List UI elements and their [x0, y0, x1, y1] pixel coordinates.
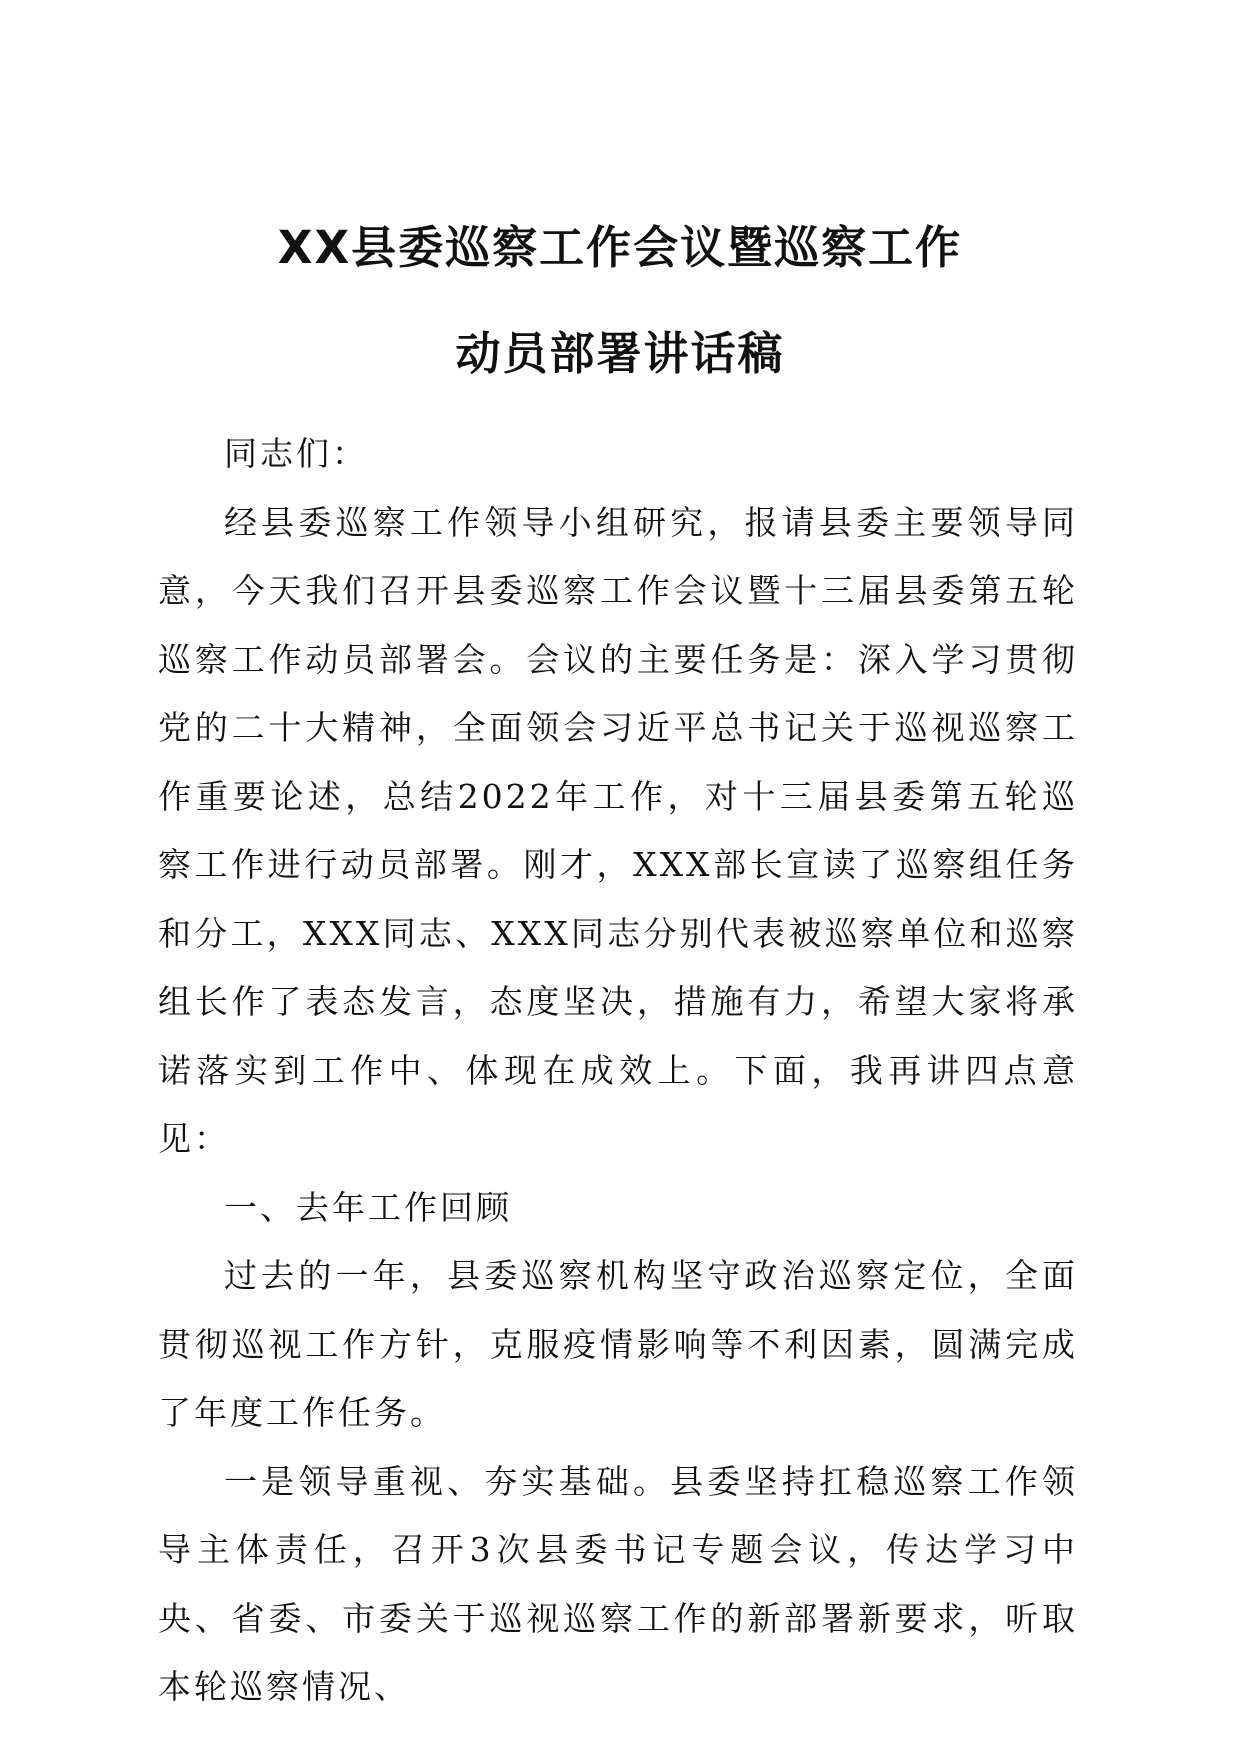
- document-body: [158, 420, 1078, 1722]
- paragraph-intro: 经县委巡察工作领导小组研究，报请县委主要领导同意，今天我们召开县委巡察工作会议暨十三届县委第五轮巡察工作动员部署会。会议的主要任务是：深入学习贯彻党的二十大精神，全面领会习近平总书记关于巡视巡察工作重要论述，总结2022年工作，对十三届县委第五轮巡察工作进行动员部署。刚才，XXX部长宣读了巡察组任务和分工，XXX同志、XXX同志分别代表被巡察单位和巡察组长作了表态发言，态度坚决，措施有力，希望大家将承诺落实到工作中、体现在成效上。下面，我再讲四点意见：: [158, 502, 1078, 1158]
- document-title-line-1: XX县委巡察工作会议暨巡察工作: [277, 221, 963, 274]
- section-heading-review: 一、去年工作回顾: [224, 1187, 512, 1227]
- document-title-line-2: 动员部署讲话稿: [455, 327, 785, 380]
- paragraph-leadership: 一是领导重视、夯实基础。县委坚持扛稳巡察工作领导主体责任，召开3次县委书记专题会议，传达学习中央、省委、市委关于巡视巡察工作的新部署新要求，听取本轮巡察情况、: [158, 1461, 1078, 1706]
- salutation: 同志们：: [224, 434, 368, 473]
- paragraph-review-summary: 过去的一年，县委巡察机构坚守政治巡察定位，全面贯彻巡视工作方针，克服疫情影响等不利因素，圆满完成了年度工作任务。: [158, 1256, 1078, 1432]
